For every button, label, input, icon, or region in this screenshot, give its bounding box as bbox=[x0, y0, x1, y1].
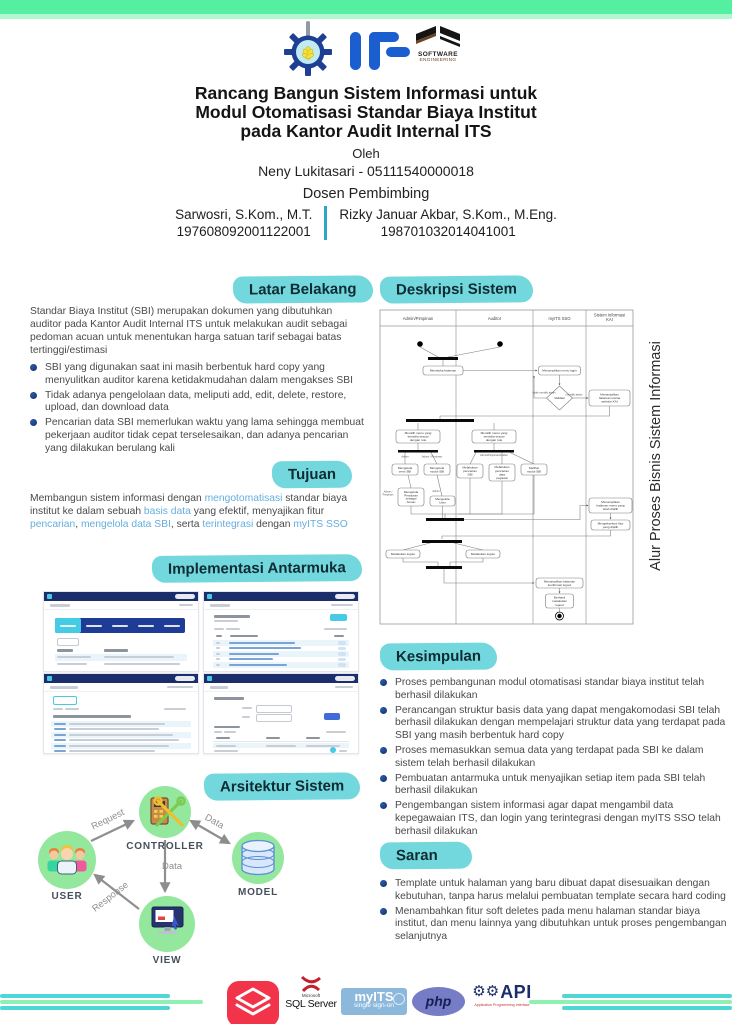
app-logo-icon bbox=[47, 594, 52, 599]
table-row bbox=[213, 743, 349, 748]
title-line-1: Rancang Bangun Sistem Informasi untuk bbox=[194, 83, 538, 103]
action-menu-login bbox=[539, 366, 581, 375]
gears-icon: ⚙⚙ bbox=[472, 983, 500, 1000]
list-item bbox=[380, 705, 730, 743]
section-heading-implementasi: Implementasi Antarmuka bbox=[152, 554, 362, 583]
table-header-bar bbox=[216, 635, 222, 637]
bullet-text: Template untuk halaman yang baru dibuat dapat disesuaikan dengan kebutuhan, tanpa harus melalui pembuatan template secara hard coding bbox=[395, 878, 726, 902]
advisor-2-name: Rizky Januar Akbar, S.Kom., M.Eng. bbox=[339, 207, 557, 222]
bullet-text: Pengembangan sistem informasi agar dapat mengambil data kepegawaian ITS, dan login yang terintegrasi dengan myITS SSO telah berhasil dilakukan bbox=[395, 800, 721, 837]
svg-text:Berhasilmelakukanlogout: Berhasil melakukan logout bbox=[552, 595, 567, 607]
lane-myits-sso: myITS SSO bbox=[548, 315, 571, 321]
bullet-icon bbox=[30, 392, 37, 399]
bullet-icon bbox=[380, 880, 387, 887]
table-row bbox=[55, 661, 187, 668]
bullet-text: Proses memasukkan semua data yang terdapat pada SBI ke dalam sistem telah berhasil dilakukan bbox=[395, 744, 704, 769]
fingerprint-icon bbox=[393, 993, 405, 1005]
ui-screenshot-1 bbox=[43, 591, 199, 672]
bullet-icon bbox=[380, 707, 387, 714]
ui-screenshot-4 bbox=[203, 673, 359, 754]
placeholder-bar bbox=[224, 731, 236, 733]
breadcrumb-row bbox=[204, 601, 358, 610]
ui-screenshot-2 bbox=[203, 591, 359, 672]
placeholder-bar bbox=[164, 708, 186, 710]
list-item bbox=[30, 362, 368, 387]
edge-label-request: Request bbox=[89, 807, 127, 833]
placeholder-bar bbox=[326, 731, 346, 733]
placeholder-bar bbox=[138, 625, 154, 627]
app-logo-icon bbox=[207, 676, 212, 681]
edge-label-data-model: Data bbox=[202, 812, 226, 832]
bullet-text: Proses pembangunan modul otomatisasi standar biaya institut telah berhasil dilakukan bbox=[395, 677, 705, 701]
tujuan-text: dengan bbox=[253, 518, 294, 530]
placeholder-bar bbox=[216, 745, 236, 747]
form-input-placeholder bbox=[256, 705, 292, 713]
sql-server-microsoft-text: Microsoft bbox=[301, 993, 321, 998]
bullet-text: Perancangan struktur basis data yang dapat mengakomodasi SBI telah berhasil dilakukan dengan mempelajari struktur data yang terdapat pada SBI yang masih berbentuk hard copy bbox=[395, 704, 726, 741]
action-melihat-modul-sbi bbox=[521, 464, 547, 475]
tujuan-text: yang efektif, menyajikan fitur bbox=[190, 505, 325, 517]
list-item bbox=[30, 417, 368, 455]
tujuan-text: Membangun sistem informasi dengan bbox=[30, 493, 205, 504]
svg-text:Melakukan logout: Melakukan logout bbox=[390, 552, 416, 557]
author-name: Neny Lukitasari - 05111540000018 bbox=[258, 163, 474, 179]
user-pill bbox=[175, 676, 195, 681]
app-navbar bbox=[44, 592, 198, 601]
link-bar bbox=[229, 658, 273, 660]
bullet-icon bbox=[30, 419, 37, 426]
form-label-bar bbox=[242, 716, 250, 718]
breadcrumb-row bbox=[44, 601, 198, 610]
tab-bar bbox=[55, 618, 185, 633]
placeholder-bar bbox=[164, 625, 180, 627]
edge-label-data-view: Data bbox=[161, 861, 183, 872]
decorative-stripe bbox=[0, 994, 170, 998]
table-header-bar bbox=[57, 649, 73, 652]
tujuan-highlight: terintegrasi bbox=[202, 518, 254, 530]
decorative-stripe bbox=[0, 1000, 203, 1004]
placeholder-bar bbox=[69, 739, 179, 741]
bullet-text: Tidak adanya pengelolaan data, meliputi add, edit, delete, restore, upload, dan download data bbox=[45, 389, 347, 414]
action-halaman-utama bbox=[589, 390, 630, 406]
sql-server-icon bbox=[299, 974, 323, 994]
app-logo-icon bbox=[47, 676, 52, 681]
submit-button-placeholder bbox=[324, 713, 340, 720]
action-mengelola-versi-sbi bbox=[392, 464, 418, 475]
top-green-bar-light bbox=[0, 14, 732, 19]
app-navbar bbox=[204, 592, 358, 601]
svg-text:Memilih menu yangtersedia sesu: Memilih menu yang tersedia sesuai dengan role bbox=[480, 431, 508, 443]
link-bar bbox=[229, 647, 301, 649]
guard-admin-pimpinan-2: Admin / Pimpinan bbox=[382, 490, 394, 497]
tab bbox=[159, 618, 185, 633]
placeholder-bar bbox=[216, 647, 220, 649]
placeholder-bar bbox=[50, 686, 78, 689]
link-bar bbox=[54, 723, 66, 725]
svg-text:Validasi: Validasi bbox=[554, 396, 565, 401]
form-label-bar bbox=[242, 707, 252, 709]
poster-title bbox=[0, 84, 732, 141]
bullet-icon bbox=[380, 679, 387, 686]
lane-admin-pimpinan: Admin/Pimpinan bbox=[402, 315, 434, 321]
bullet-icon bbox=[380, 747, 387, 754]
placeholder-bar bbox=[214, 628, 224, 630]
action-mengelola-modul-sbi bbox=[424, 464, 450, 475]
api-logo bbox=[468, 981, 536, 1007]
user-label: USER bbox=[51, 891, 83, 902]
kesimpulan-bullets bbox=[380, 677, 730, 841]
section-title-bar bbox=[53, 715, 131, 718]
php-logo: php bbox=[412, 987, 465, 1016]
svg-text:Menampilkan menu login: Menampilkan menu login bbox=[542, 368, 577, 373]
svg-text:Menampilkan halamankonfirmasi: Menampilkan halaman konfirmasi logout bbox=[543, 579, 576, 587]
section-heading-saran: Saran bbox=[380, 842, 472, 870]
svg-text:Melakukanpencariandatapegawai: Melakukan pencarian data pegawai bbox=[494, 465, 510, 480]
guard-semua-role: Admin/Pimpinan/Auditor bbox=[480, 454, 508, 457]
title-line-3: pada Kantor Audit Internal ITS bbox=[240, 121, 492, 141]
byline-label: Oleh bbox=[352, 146, 380, 161]
tab bbox=[107, 618, 133, 633]
placeholder-bar bbox=[86, 625, 102, 627]
button-placeholder bbox=[57, 638, 79, 646]
placeholder-bar bbox=[69, 728, 159, 730]
placeholder-bar bbox=[210, 604, 230, 607]
list-item bbox=[30, 390, 368, 415]
diagram-side-label: Alur Proses Bisnis Sistem Informasi bbox=[648, 341, 664, 571]
action-pencarian-sbi bbox=[457, 464, 483, 478]
decorative-stripe bbox=[562, 994, 732, 998]
svg-text:MelakukanpencarianSBI: Melakukan pencarian SBI bbox=[462, 465, 478, 477]
list-row bbox=[51, 749, 191, 753]
table-header-bar bbox=[104, 649, 128, 652]
placeholder-bar bbox=[306, 745, 340, 747]
placeholder-bar bbox=[339, 750, 347, 752]
list-item bbox=[380, 677, 730, 702]
link-bar bbox=[54, 728, 66, 730]
decorative-stripe bbox=[562, 1006, 732, 1010]
advisor-1-id: 197608092001122001 bbox=[176, 224, 311, 239]
link-bar bbox=[229, 664, 287, 666]
placeholder-bar bbox=[216, 642, 220, 644]
placeholder-bar bbox=[214, 750, 238, 752]
action-memilih-menu-1 bbox=[396, 430, 440, 443]
lane-auditor: Auditor bbox=[487, 315, 502, 321]
placeholder-bar bbox=[179, 604, 193, 606]
action-pill bbox=[338, 663, 346, 667]
svg-text:Memilih menu yangtersedia sesu: Memilih menu yang tersedia sesuai dengan role bbox=[404, 431, 432, 443]
guard-tidak-memiliki-akses: tidak memiliki akses bbox=[532, 391, 556, 395]
decorative-stripe bbox=[0, 1006, 170, 1010]
top-green-bar bbox=[0, 0, 732, 14]
api-text: API bbox=[500, 981, 532, 1002]
if-logo bbox=[348, 30, 412, 72]
user-pill bbox=[175, 594, 195, 599]
saran-bullets bbox=[380, 878, 730, 946]
action-pill bbox=[338, 641, 346, 645]
guard-admin: Admin bbox=[401, 455, 409, 459]
action-pill bbox=[338, 658, 346, 662]
placeholder-bar bbox=[69, 745, 169, 747]
bullet-icon bbox=[380, 802, 387, 809]
action-halaman-menu bbox=[589, 498, 632, 513]
latar-belakang-bullets bbox=[30, 362, 368, 458]
placeholder-bar bbox=[104, 663, 180, 665]
placeholder-bar bbox=[53, 708, 63, 710]
section-heading-latar-belakang: Latar Belakang bbox=[233, 275, 373, 303]
link-bar bbox=[229, 642, 295, 644]
placeholder-bar bbox=[214, 620, 238, 622]
tujuan-highlight: pencarian bbox=[30, 518, 76, 530]
placeholder-bar bbox=[69, 723, 165, 725]
tab bbox=[133, 618, 159, 633]
start-node bbox=[497, 341, 503, 347]
placeholder-bar bbox=[112, 625, 128, 627]
its-gear-icon bbox=[284, 21, 332, 76]
section-heading-deskripsi: Deskripsi Sistem bbox=[380, 275, 533, 303]
tujuan-paragraph bbox=[30, 493, 372, 532]
mvc-architecture-diagram bbox=[25, 770, 370, 970]
svg-text:Melakukan logout: Melakukan logout bbox=[470, 552, 496, 557]
placeholder-bar bbox=[50, 604, 70, 607]
app-navbar bbox=[204, 674, 358, 683]
api-subtext: Application Programming Interface bbox=[474, 1003, 530, 1007]
action-logout-1 bbox=[386, 550, 420, 558]
bullet-text: Pembuatan antarmuka untuk menyajikan setiap item pada SBI telah berhasil dilakukan bbox=[395, 772, 706, 797]
placeholder-bar bbox=[216, 653, 220, 655]
tab bbox=[81, 618, 107, 633]
placeholder-bar bbox=[324, 628, 347, 630]
tujuan-highlight: mengotomatisasi bbox=[204, 493, 283, 504]
tab-active bbox=[55, 618, 81, 633]
bullet-text: SBI yang digunakan saat ini masih berbentuk hard copy yang menyulitkan auditor karena ketidakmudahan dalam mengakses SBI bbox=[45, 362, 353, 386]
svg-text:Melihatmodul SBI: Melihat modul SBI bbox=[526, 465, 542, 474]
action-pencarian-pegawai bbox=[489, 464, 515, 481]
table-header-bar bbox=[306, 737, 320, 739]
placeholder-bar bbox=[266, 745, 296, 747]
activity-diagram bbox=[378, 308, 636, 626]
placeholder-bar bbox=[226, 628, 240, 630]
ui-screenshot-3 bbox=[43, 673, 199, 754]
pagination-active bbox=[330, 747, 336, 753]
placeholder-bar bbox=[65, 708, 79, 710]
action-berhasil-logout bbox=[546, 594, 574, 608]
svg-text:Membuka halaman: Membuka halaman bbox=[429, 368, 457, 373]
supervisor-label: Dosen Pembimbing bbox=[302, 186, 430, 202]
link-bar bbox=[54, 739, 66, 741]
action-logout-2 bbox=[466, 550, 500, 558]
tujuan-text: , bbox=[75, 518, 81, 530]
link-bar bbox=[54, 745, 66, 747]
section-heading-kesimpulan: Kesimpulan bbox=[380, 642, 497, 670]
start-node bbox=[417, 341, 423, 347]
placeholder-bar bbox=[69, 734, 173, 736]
link-bar bbox=[54, 750, 66, 752]
laravel-logo bbox=[227, 981, 279, 1024]
advisor-1 bbox=[175, 206, 312, 240]
placeholder-bar bbox=[57, 656, 91, 658]
tujuan-highlight: myITS SSO bbox=[293, 518, 348, 530]
link-bar bbox=[54, 734, 66, 736]
advisor-2 bbox=[339, 206, 557, 240]
bullet-text: Pencarian data SBI memerlukan waktu yang lama sehingga membuat pekerjaan auditor tidak cepat terselesaikan, dan adanya pencarian yang dilakukan berulang kali bbox=[45, 417, 364, 454]
svg-text:Mengelolamodul SBI: Mengelola modul SBI bbox=[429, 465, 445, 474]
app-logo-icon bbox=[207, 594, 212, 599]
advisor-1-name: Sarwosri, S.Kom., M.T. bbox=[175, 207, 313, 222]
myits-subtext: single sign-on bbox=[353, 1002, 395, 1009]
controller-label: CONTROLLER bbox=[126, 841, 204, 852]
divider-line bbox=[213, 741, 349, 742]
placeholder-bar bbox=[57, 663, 87, 665]
model-label: MODEL bbox=[237, 887, 279, 898]
placeholder-bar bbox=[214, 731, 222, 733]
placeholder-bar bbox=[69, 750, 155, 752]
view-label: VIEW bbox=[152, 955, 182, 966]
app-navbar bbox=[44, 674, 198, 683]
action-membuka-halaman bbox=[423, 366, 463, 375]
breadcrumb-row bbox=[204, 683, 358, 692]
action-memilih-menu-2 bbox=[472, 430, 516, 443]
se-logo-text-1: SOFTWARE bbox=[417, 51, 459, 58]
svg-text:Mengeksekusi fituryang dipilih: Mengeksekusi fitur yang dipilih bbox=[597, 521, 624, 529]
advisor-divider bbox=[324, 206, 327, 240]
lane-sistem-informasi: Sistem Informasi KAI bbox=[593, 312, 626, 322]
bullet-icon bbox=[380, 775, 387, 782]
breadcrumb-row bbox=[44, 683, 198, 692]
placeholder-bar bbox=[167, 686, 193, 688]
add-button-placeholder bbox=[330, 614, 347, 621]
list-item bbox=[380, 906, 730, 944]
database-icon bbox=[242, 841, 274, 875]
list-item bbox=[380, 745, 730, 770]
title-bar bbox=[214, 615, 250, 618]
se-logo-icon bbox=[415, 24, 461, 50]
user-pill bbox=[335, 676, 355, 681]
bullet-icon bbox=[380, 908, 387, 915]
placeholder-bar bbox=[214, 726, 240, 728]
guard-memiliki-akses: memiliki akses bbox=[565, 393, 583, 397]
action-mengelola-peraturan bbox=[398, 488, 424, 506]
tujuan-highlight: mengelola data SBI bbox=[80, 518, 171, 530]
bullet-text: Menambahkan fitur soft deletes pada menu halaman standar biaya institut, dan menu lainnya yang dibutuhkan untuk proses pengembangan selanjutnya bbox=[395, 905, 727, 942]
placeholder-bar bbox=[210, 686, 228, 689]
svg-text:MengelolaPeraturansebagaiAcuan: Mengelola Peraturan sebagai Acuan bbox=[403, 489, 419, 505]
advisors-row bbox=[0, 206, 732, 240]
sql-server-logo bbox=[282, 974, 340, 1010]
title-bar bbox=[214, 697, 244, 700]
bullet-icon bbox=[30, 364, 37, 371]
section-heading-tujuan: Tujuan bbox=[272, 461, 352, 489]
myits-text: myITS bbox=[354, 989, 394, 1004]
svg-text:Mengelolaversi SBI: Mengelola versi SBI bbox=[397, 465, 413, 474]
tujuan-text: standar biaya institut ke dalam sebuah bbox=[30, 493, 348, 517]
action-mengelola-user bbox=[430, 496, 455, 506]
placeholder-bar bbox=[335, 686, 353, 688]
list-item bbox=[380, 878, 730, 903]
software-engineering-logo bbox=[412, 24, 464, 63]
tujuan-highlight: basis data bbox=[143, 505, 191, 517]
placeholder-bar bbox=[104, 656, 174, 658]
tujuan-text: , serta bbox=[170, 518, 203, 530]
form-input-placeholder bbox=[256, 714, 292, 722]
latar-belakang-paragraph: Standar Biaya Institut (SBI) merupakan dokumen yang dibutuhkan auditor pada Kantor Audit Internal ITS untuk melakukan audit sebagai pedoman acuan untuk menentukan harga satuan tarif sebagai batas tertinggi/estimasi bbox=[30, 306, 348, 356]
placeholder-bar bbox=[331, 604, 353, 606]
table-row bbox=[55, 654, 187, 661]
sql-server-text: SQL Server bbox=[285, 998, 337, 1010]
placeholder-bar bbox=[216, 658, 220, 660]
action-pill bbox=[338, 652, 346, 656]
svg-text:Menampilkanhalaman menu yangte: Menampilkan halaman menu yang telah dipilih bbox=[596, 499, 625, 512]
list-item bbox=[380, 773, 730, 798]
guard-admin-pimpinan: Admin / Pimpinan bbox=[421, 455, 443, 459]
action-konfirmasi-logout bbox=[536, 578, 583, 588]
list-item bbox=[380, 800, 730, 838]
svg-text:Menampilkanhalaman utamawebsit: Menampilkan halaman utama website KAI bbox=[598, 392, 621, 404]
svg-text:MengelolaUser: Mengelola User bbox=[435, 496, 450, 505]
myits-sso-logo bbox=[341, 988, 407, 1015]
se-logo-text-2: ENGINEERING bbox=[419, 58, 457, 63]
table-header-bar bbox=[334, 635, 344, 637]
title-line-2: Modul Otomatisasi Standar Biaya Institut bbox=[195, 102, 537, 122]
placeholder-bar bbox=[216, 664, 220, 666]
its-logo bbox=[282, 20, 334, 78]
laravel-mark-icon bbox=[227, 981, 279, 1024]
user-pill bbox=[335, 594, 355, 599]
table-header-bar bbox=[266, 737, 280, 739]
section-heading-arsitektur: Arsitektur Sistem bbox=[204, 772, 360, 800]
action-eksekusi-fitur bbox=[591, 520, 630, 530]
placeholder-bar bbox=[60, 625, 76, 627]
link-bar bbox=[229, 653, 279, 655]
decorative-stripe bbox=[529, 1000, 732, 1004]
table-row bbox=[213, 662, 349, 668]
table-header-bar bbox=[230, 635, 258, 637]
table-header-bar bbox=[216, 737, 230, 739]
edge-label-response: Response bbox=[90, 879, 131, 915]
advisor-2-id: 198701032014041001 bbox=[380, 224, 516, 239]
action-pill bbox=[338, 647, 346, 651]
guard-admin-3: Admin bbox=[432, 490, 440, 493]
back-button-placeholder bbox=[53, 696, 77, 705]
